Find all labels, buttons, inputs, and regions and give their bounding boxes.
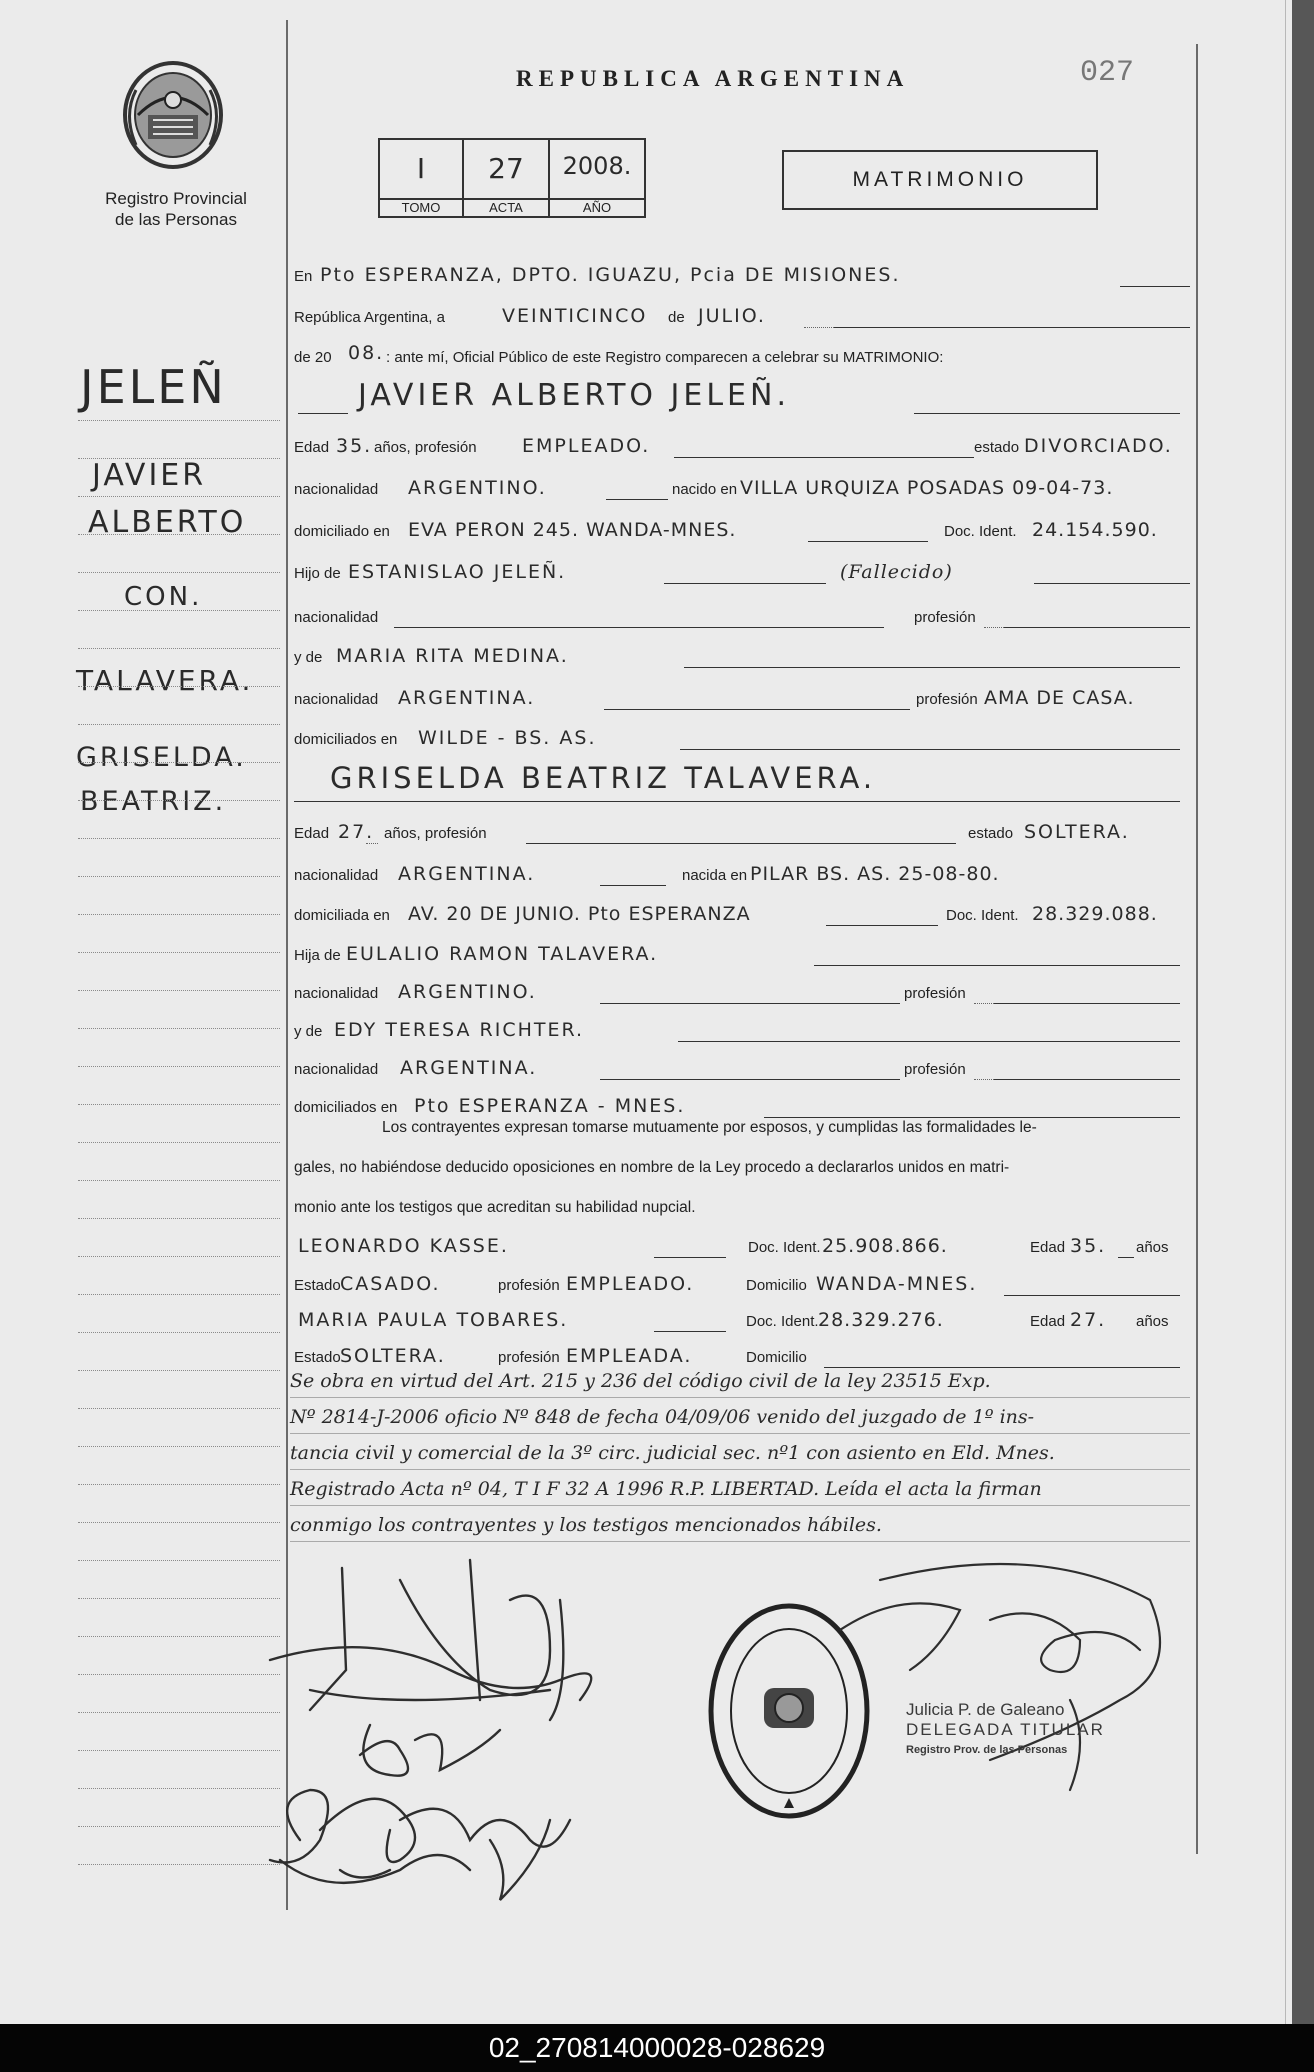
- margin-rule-line: [78, 1066, 280, 1067]
- row-witness2-name: [294, 1300, 1190, 1334]
- witness2-profesion: EMPLEADA.: [566, 1345, 693, 1367]
- margin-rule-line: [78, 1484, 280, 1485]
- groom-doc: 24.154.590.: [1032, 519, 1158, 541]
- margin-rule-line: [78, 1142, 280, 1143]
- month-dots: [804, 327, 834, 328]
- margin-rule-line: [78, 838, 280, 839]
- groom-estado: DIVORCIADO.: [1024, 435, 1173, 457]
- bride-estado-label: estado: [968, 825, 1014, 842]
- margin-rule-line: [78, 990, 280, 991]
- bride-dom-line: [826, 925, 938, 926]
- margin-rule-line: [78, 1180, 280, 1181]
- en-label: En: [294, 268, 313, 285]
- intro-text: : ante mí, Oficial Público de este Registro comparecen a celebrar su MATRIMONIO:: [386, 349, 944, 366]
- margin-rule-line: [78, 1826, 280, 1827]
- republica-label: República Argentina, a: [294, 309, 445, 326]
- bride-parents-dom: Pto ESPERANZA - MNES.: [414, 1095, 686, 1117]
- margin-rule-line: [78, 1598, 280, 1599]
- margin-rule-line: [78, 914, 280, 915]
- year-label: de 20: [294, 349, 332, 366]
- witness1-profesion: EMPLEADO.: [566, 1273, 695, 1295]
- registry-reference-box: [378, 138, 646, 218]
- margin-rule-line: [78, 952, 280, 953]
- witness2-anos-label: años: [1136, 1313, 1169, 1330]
- bride-yde-label: y de: [294, 1023, 323, 1040]
- bride-father-prof-line: [994, 1003, 1180, 1004]
- witness1-edad-label: Edad: [1030, 1239, 1066, 1256]
- official-signature-block: [906, 1700, 1105, 1760]
- parents-dom-label: domiciliados en: [294, 731, 398, 748]
- groom-mother-prof: AMA DE CASA.: [984, 687, 1135, 709]
- row-bride-father: [294, 934, 1190, 968]
- margin-rule-line: [78, 724, 280, 725]
- bride-edad-dots: [366, 843, 378, 844]
- bride-mother-line: [678, 1041, 1180, 1042]
- day-value: VEINTICINCO: [502, 305, 648, 327]
- bride-mother: EDY TERESA RICHTER.: [334, 1019, 585, 1041]
- row-groom-mother-nac: [294, 678, 1190, 712]
- father-nac-label: nacionalidad: [294, 609, 379, 626]
- row-witness1-name: [294, 1226, 1190, 1260]
- bride-doc: 28.329.088.: [1032, 903, 1158, 925]
- anio-value: 2008.: [562, 152, 632, 180]
- bride-mother-nac-line: [600, 1079, 900, 1080]
- witness1-name: LEONARDO KASSE.: [298, 1235, 509, 1257]
- margin-rule-line: [78, 1864, 280, 1865]
- row-groom-name: [294, 370, 1190, 416]
- bride-mother-prof-line: [994, 1079, 1180, 1080]
- acta-label: ACTA: [464, 198, 548, 216]
- groom-mother: MARIA RITA MEDINA.: [336, 645, 569, 667]
- row-groom-age: [294, 426, 1190, 460]
- observation-line-4: Registrado Acta nº 04, T I F 32 A 1996 R.P. LIBERTAD. Leída el acta la firman: [290, 1474, 1190, 1506]
- father-note-line: [1034, 583, 1190, 584]
- bride-mother-nac-label: nacionalidad: [294, 1061, 379, 1078]
- margin-rule-line: [78, 1218, 280, 1219]
- bride-father-prof-label: profesión: [904, 985, 966, 1002]
- bride-father: EULALIO RAMON TALAVERA.: [346, 943, 659, 965]
- bride-profesion-line: [526, 843, 956, 844]
- margin-rule-line: [78, 610, 280, 611]
- acta-value: 27: [488, 152, 524, 185]
- record-type-box: MATRIMONIO: [782, 150, 1098, 210]
- bride-mother-prof-dots: [974, 1079, 994, 1080]
- bride-doc-label: Doc. Ident.: [946, 907, 1019, 924]
- row-place: [294, 255, 1190, 289]
- margin-rule-line: [78, 1256, 280, 1257]
- witness1-doc-label: Doc. Ident.: [748, 1239, 821, 1256]
- witness2-estado: SOLTERA.: [340, 1345, 446, 1367]
- date-line: [834, 327, 1190, 328]
- official-name: Julicia P. de Galeano: [906, 1700, 1065, 1719]
- tomo-cell: [380, 140, 464, 216]
- bride-father-prof-dots: [974, 1003, 994, 1004]
- margin-given2: ALBERTO: [88, 505, 247, 540]
- witness1-line: [654, 1257, 726, 1258]
- month-value: JULIO.: [698, 305, 766, 327]
- row-groom-dom: [294, 510, 1190, 544]
- groom-father-note: (Fallecido): [840, 561, 953, 583]
- margin-rule-line: [78, 1294, 280, 1295]
- bride-father-nac-line: [600, 1003, 900, 1004]
- father-nac-line: [394, 627, 884, 628]
- name-tail-line: [914, 413, 1180, 414]
- witness2-name: MARIA PAULA TOBARES.: [298, 1309, 569, 1331]
- groom-profesion: EMPLEADO.: [522, 435, 651, 457]
- row-bride-dom: [294, 894, 1190, 928]
- margin-rule-line: [78, 1408, 280, 1409]
- witness1-doc: 25.908.866.: [822, 1235, 948, 1257]
- row-bride-mother: [294, 1010, 1190, 1044]
- anio-label: AÑO: [550, 198, 644, 216]
- bride-father-line: [814, 965, 1180, 966]
- doc-label: Doc. Ident.: [944, 523, 1017, 540]
- margin-rule-line: [78, 1636, 280, 1637]
- scan-border: [1290, 0, 1314, 2072]
- place-line: [1120, 286, 1190, 287]
- tomo-label: TOMO: [380, 198, 462, 216]
- groom-mother-nac: ARGENTINA.: [398, 687, 536, 709]
- observation-line-5: conmigo los contrayentes y los testigos mencionados hábiles.: [290, 1510, 1190, 1542]
- witness1-estado: CASADO.: [340, 1273, 441, 1295]
- bride-parents-dom-label: domiciliados en: [294, 1099, 398, 1116]
- bride-name-line: [294, 801, 1180, 802]
- year-value: 08.: [348, 342, 385, 364]
- witness1-dom-label: Domicilio: [746, 1277, 807, 1294]
- bride-edad-label: Edad: [294, 825, 330, 842]
- bride-domicilio: AV. 20 DE JUNIO. Pto ESPERANZA: [408, 903, 751, 925]
- registry-name: [60, 188, 292, 230]
- margin-rule-line: [78, 762, 280, 763]
- nacido-label: nacido en: [672, 481, 738, 498]
- signatures-icon: [250, 1540, 770, 1920]
- margin-rule-line: [78, 1560, 280, 1561]
- margin-rule-line: [78, 458, 280, 459]
- registry-line2: de las Personas: [115, 210, 237, 229]
- margin-rule-line: [78, 648, 280, 649]
- witness2-edad: 27.: [1070, 1309, 1107, 1331]
- bride-nac-label: nacionalidad: [294, 867, 379, 884]
- witness2-doc: 28.329.276.: [818, 1309, 944, 1331]
- margin-rule-line: [78, 1750, 280, 1751]
- hijo-label: Hijo de: [294, 565, 341, 582]
- de-label: de: [668, 309, 685, 326]
- father-prof-label: profesión: [914, 609, 976, 626]
- mother-nac-label: nacionalidad: [294, 691, 379, 708]
- row-witness2-estado: [294, 1336, 1190, 1370]
- profesion-label: años, profesión: [374, 439, 477, 456]
- father-line: [664, 583, 826, 584]
- observation-line-1: Se obra en virtud del Art. 215 y 236 del código civil de la ley 23515 Exp.: [290, 1366, 1190, 1398]
- witness1-edad-line: [1118, 1257, 1134, 1258]
- bride-edad: 27.: [338, 821, 375, 843]
- country-title: REPUBLICA ARGENTINA: [516, 66, 910, 91]
- margin-surname: JELEÑ: [80, 360, 227, 414]
- witness1-dom-line: [1004, 1295, 1180, 1296]
- parents-dom-line: [680, 749, 1180, 750]
- witness1-domicilio: WANDA-MNES.: [816, 1273, 978, 1295]
- margin-rule-line: [78, 686, 280, 687]
- witness2-prof-label: profesión: [498, 1349, 560, 1366]
- witness2-estado-label: Estado: [294, 1349, 341, 1366]
- bride-father-nac-label: nacionalidad: [294, 985, 379, 1002]
- witness1-estado-label: Estado: [294, 1277, 341, 1294]
- margin-rule-line: [78, 1028, 280, 1029]
- acta-cell: [464, 140, 550, 216]
- margin-given3: GRISELDA.: [76, 742, 247, 773]
- bride-mother-prof-label: profesión: [904, 1061, 966, 1078]
- official-title: DELEGADA TITULAR: [906, 1720, 1105, 1739]
- row-groom-parents-dom: [294, 718, 1190, 752]
- row-date: [294, 296, 1190, 330]
- profesion-line: [674, 457, 974, 458]
- margin-rule-line: [78, 534, 280, 535]
- row-bride-name: [294, 752, 1190, 798]
- witness2-doc-label: Doc. Ident.: [746, 1313, 819, 1330]
- row-bride-age: [294, 812, 1190, 846]
- row-bride-mother-nac: [294, 1048, 1190, 1082]
- witness2-edad-label: Edad: [1030, 1313, 1066, 1330]
- bride-nacida: PILAR BS. AS. 25-08-80.: [750, 863, 1000, 885]
- bride-estado: SOLTERA.: [1024, 821, 1130, 843]
- margin-given1: JAVIER: [92, 458, 207, 493]
- estado-label: estado: [974, 439, 1020, 456]
- name-lead-line: [298, 413, 348, 414]
- margin-rule-line: [78, 572, 280, 573]
- groom-domicilio: EVA PERON 245. WANDA-MNES.: [408, 519, 737, 541]
- yde-label: y de: [294, 649, 323, 666]
- margin-surname2: TALAVERA.: [76, 664, 254, 697]
- observation-line-3: tancia civil y comercial de la 3º circ. judicial sec. nº1 con asiento en Eld. Mnes.: [290, 1438, 1190, 1470]
- margin-rule-line: [78, 1370, 280, 1371]
- row-year: [294, 336, 1190, 370]
- margin-rule-line: [78, 1522, 280, 1523]
- registry-line1: Registro Provincial: [105, 189, 247, 208]
- place-value: Pto ESPERANZA, DPTO. IGUAZU, Pcia DE MISIONES.: [320, 264, 901, 286]
- margin-rule-line: [78, 876, 280, 877]
- bride-dom-label: domiciliada en: [294, 907, 390, 924]
- declaration-line3: monio ante los testigos que acreditan su habilidad nupcial.: [294, 1199, 696, 1216]
- witness2-dom-label: Domicilio: [746, 1349, 807, 1366]
- row-bride-nac: [294, 854, 1190, 888]
- observation-line-2: Nº 2814-J-2006 oficio Nº 848 de fecha 04/09/06 venido del juzgado de 1º ins-: [290, 1402, 1190, 1434]
- right-border: [1196, 44, 1198, 1854]
- row-bride-father-nac: [294, 972, 1190, 1006]
- hija-label: Hija de: [294, 947, 341, 964]
- father-prof-line: [1004, 627, 1190, 628]
- declaration-text: [294, 1108, 1174, 1228]
- margin-rule-line: [78, 800, 280, 801]
- bride-mother-nac: ARGENTINA.: [400, 1057, 538, 1079]
- bride-father-nac: ARGENTINO.: [398, 981, 537, 1003]
- tomo-value: I: [416, 152, 426, 185]
- margin-con: CON.: [124, 582, 203, 612]
- folio-number: 027: [1080, 56, 1135, 90]
- mother-nac-line: [604, 709, 910, 710]
- groom-nacionalidad: ARGENTINO.: [408, 477, 547, 499]
- nacionalidad-label: nacionalidad: [294, 481, 379, 498]
- anio-cell: [550, 140, 644, 216]
- groom-name: JAVIER ALBERTO JELEÑ.: [358, 378, 790, 413]
- witness1-edad: 35.: [1070, 1235, 1107, 1257]
- provincial-crest-icon: [118, 60, 228, 170]
- mother-line: [684, 667, 1180, 668]
- margin-rule-line: [78, 1674, 280, 1675]
- bride-nac-line: [600, 885, 666, 886]
- groom-parents-dom: WILDE - BS. AS.: [418, 727, 597, 749]
- bride-nacionalidad: ARGENTINA.: [398, 863, 536, 885]
- row-groom-mother: [294, 636, 1190, 670]
- margin-rule-line: [78, 496, 280, 497]
- witness1-anos-label: años: [1136, 1239, 1169, 1256]
- margin-rule-line: [78, 1104, 280, 1105]
- groom-edad: 35.: [336, 435, 373, 457]
- domicilio-label: domiciliado en: [294, 523, 390, 540]
- nacida-label: nacida en: [682, 867, 748, 884]
- margin-rule-line: [78, 1712, 280, 1713]
- groom-nacido: VILLA URQUIZA POSADAS 09-04-73.: [740, 477, 1114, 499]
- witness2-line: [654, 1331, 726, 1332]
- row-groom-father-nac: [294, 596, 1190, 630]
- declaration-line2: gales, no habiéndose deducido oposiciones en nombre de la Ley procedo a declararlos unidos en matri-: [294, 1159, 1010, 1176]
- nac-line: [606, 499, 668, 500]
- margin-given4: BEATRIZ.: [80, 786, 227, 817]
- document-code-bar: 02_270814000028-028629: [0, 2024, 1314, 2072]
- bride-profesion-label: años, profesión: [384, 825, 487, 842]
- margin-rule-line: [78, 1446, 280, 1447]
- margin-rule-line: [78, 1788, 280, 1789]
- row-groom-father: [294, 552, 1190, 586]
- dom-line: [808, 541, 928, 542]
- mother-prof-label: profesión: [916, 691, 978, 708]
- father-prof-dots: [984, 627, 1004, 628]
- margin-rule-line: [78, 420, 280, 421]
- margin-rule-line: [78, 1332, 280, 1333]
- official-office: Registro Prov. de las Personas: [906, 1744, 1068, 1756]
- witness1-prof-label: profesión: [498, 1277, 560, 1294]
- bride-name: GRISELDA BEATRIZ TALAVERA.: [330, 761, 877, 795]
- row-groom-nac: [294, 468, 1190, 502]
- row-witness1-estado: [294, 1264, 1190, 1298]
- edad-label: Edad: [294, 439, 330, 456]
- declaration-line1: Los contrayentes expresan tomarse mutuamente por esposos, y cumplidas las formalidades le-: [382, 1119, 1037, 1136]
- groom-father: ESTANISLAO JELEÑ.: [348, 561, 567, 583]
